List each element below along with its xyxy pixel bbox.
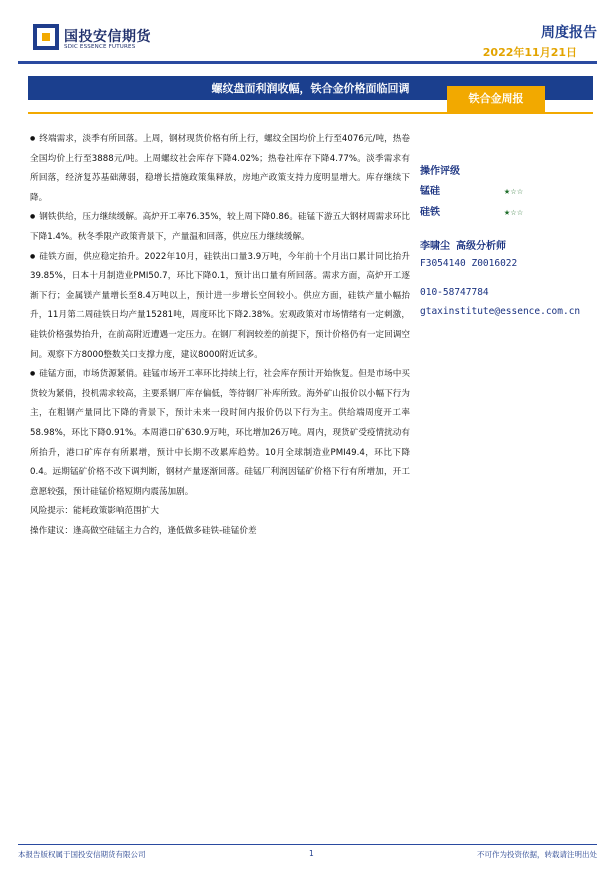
rating-name: 硅铁 bbox=[420, 207, 440, 218]
footer-disclaimer: 不可作为投资依据，转载请注明出处 bbox=[477, 850, 597, 859]
rating-row-mn bbox=[420, 181, 605, 202]
report-title: 螺纹盘面利润收幅，铁合金价格面临回调 bbox=[211, 82, 410, 95]
trading-advice: 操作建议：逢高做空硅锰主力合约，逢低做多硅铁-硅锰价差 bbox=[30, 525, 257, 536]
logo-name-en: SDIC ESSENCE FUTURES bbox=[64, 44, 136, 50]
report-category-tag: 铁合金周报 bbox=[447, 86, 545, 112]
contact-email[interactable]: gtaxinstitute@essence.com.cn bbox=[420, 306, 581, 317]
company-logo bbox=[33, 24, 59, 50]
report-date: 2022年11月21日 bbox=[482, 46, 577, 59]
rating-name: 锰硅 bbox=[420, 186, 440, 197]
paragraph-silicomanganese: ● 硅锰方面，市场货源紧俏。硅锰市场开工率环比持续上行，社会库存预计开始恢复。但是市场中买货较为紧俏，投机需求较高，主要系钢厂库存偏低，等待钢厂补库所致。海外矿山报价以小幅下行为主，在粗钢产量同比下降的背景下，预计未来一段时间内报价仍以下行为主。供给端周度开工率58.98%，环比下降0.91%。本周港口矿630.9万吨，环比增加26万吨。周内，现货矿受疫情扰动有所抬升，港口矿库存有所累增，预计中长期不改累库趋势。10月全球制造业PMI49.4，环比下降0.4。远期锰矿价格不改下调判断，钢材产量逐渐回落。硅锰厂利润因锰矿价格下行有所增加，开工意愿较强，预计硅锰价格短期内震荡加剧。 bbox=[30, 365, 410, 502]
report-body bbox=[30, 130, 410, 541]
logo-icon bbox=[33, 24, 59, 50]
rating-row-si bbox=[420, 202, 605, 223]
header-divider bbox=[18, 61, 597, 64]
paragraph-steel-supply: ● 钢铁供给，压力继续缓解。高炉开工率76.35%，较上周下降0.86。硅锰下游五大钢材周需求环比下降1.4%。秋冬季限产政策背景下，产量温和回落，供应压力继续缓解。 bbox=[30, 208, 410, 247]
rating-title: 操作评级 bbox=[420, 166, 460, 177]
paragraph-ferrosilicon: ● 硅铁方面，供应稳定抬升。2022年10月，硅铁出口量3.9万吨，今年前十个月出口累计同比抬升39.85%，日本十月制造业PMI50.7，环比下降0.1，预计出口量有所回落。需求方面，高炉开工逐渐下行；金属镁产量增长至8.4万吨以上，预计进一步增长空间较小。供应方面，硅铁产量小幅抬升，11月第二周硅铁日均产量15281吨，周度环比下降2.38%。宏观政策对市场情绪有一定刺激，硅铁价格强势抬升，在前高附近遭遇一定压力。在钢厂利润较差的前提下，预计价格仍有一定回调空间。观察下方8000整数关口支撑力度，建议8000附近试多。 bbox=[30, 248, 410, 366]
page-number: 1 bbox=[309, 849, 314, 858]
report-type: 周度报告 bbox=[541, 25, 597, 41]
risk-note: 风险提示：能耗政策影响范围扩大 bbox=[30, 506, 159, 517]
contact-phone: 010-58747784 bbox=[420, 287, 489, 298]
analyst-name: 李啸尘 高级分析师 bbox=[420, 241, 507, 252]
footer-divider bbox=[18, 844, 597, 845]
star-rating-icon: ★☆☆ bbox=[504, 186, 524, 197]
banner-underline bbox=[28, 112, 593, 114]
star-rating-icon: ★☆☆ bbox=[504, 207, 524, 218]
sidebar bbox=[420, 162, 605, 317]
analyst-cert: F3054140 Z0016022 bbox=[420, 258, 518, 269]
footer-copyright: 本报告版权属于国投安信期货有限公司 bbox=[18, 850, 146, 859]
paragraph-demand: ● 终端需求，淡季有所回落。上周，钢材现货价格有所上行，螺纹全国均价上行至4076元/吨，热卷全国均价上行至3888元/吨。上周螺纹社会库存下降4.02%；热卷社库存下降4.77%。淡季需求有所回落，经济复苏基础薄弱，稳增长措施政策集释放，房地产政策支持力度明显增大。库存继续下降。 bbox=[30, 130, 410, 208]
logo-name-cn: 国投安信期货 bbox=[64, 29, 151, 45]
